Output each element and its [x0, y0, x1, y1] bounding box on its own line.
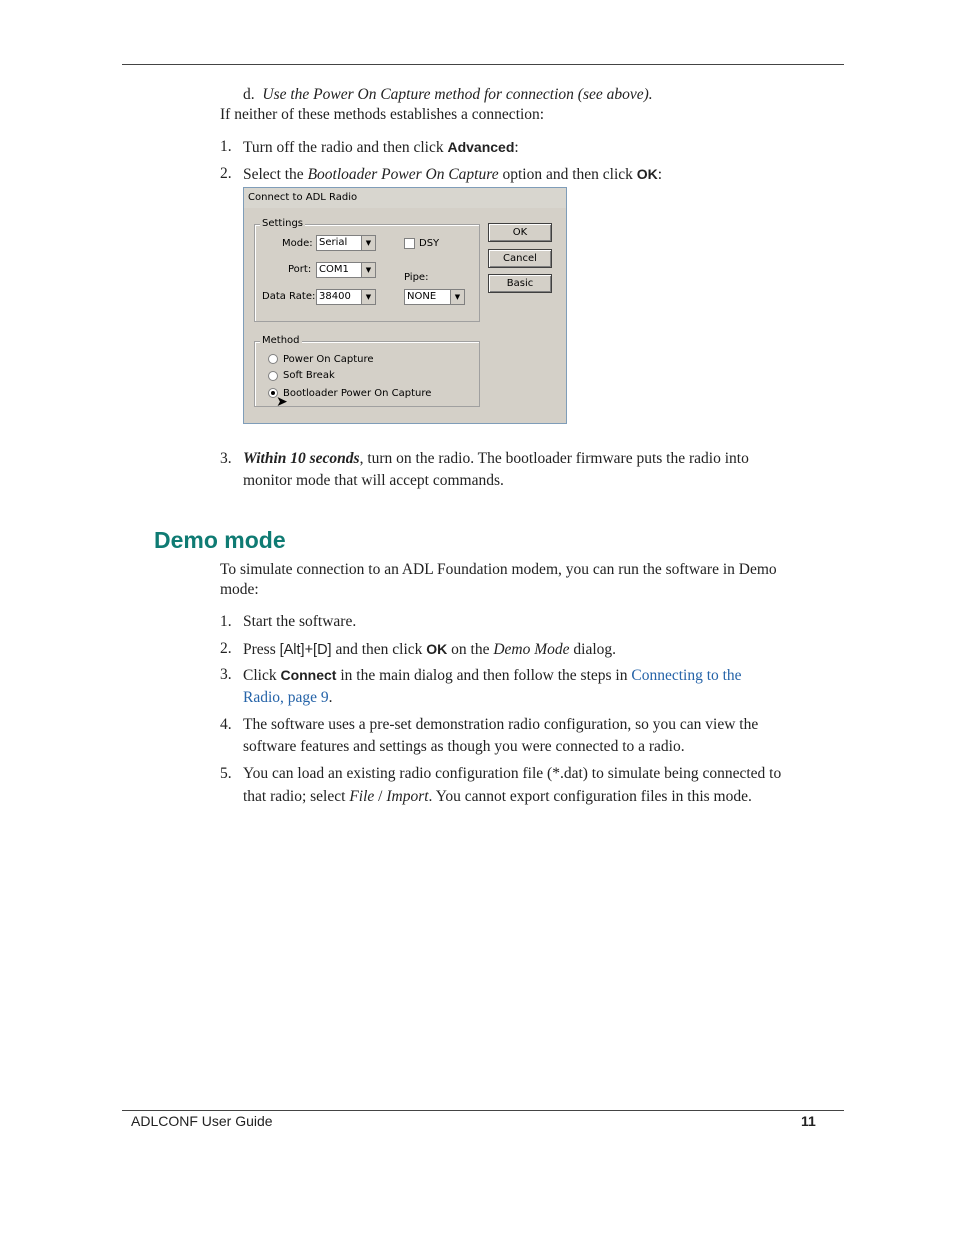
cancel-button[interactable]: Cancel	[488, 249, 552, 268]
chevron-down-icon: ▼	[361, 236, 375, 250]
soft-break-radio[interactable]	[268, 371, 278, 381]
power-on-label: Power On Capture	[283, 354, 374, 365]
section-title: Demo mode	[154, 527, 286, 553]
header-rule	[122, 64, 844, 65]
dsy-checkbox[interactable]	[404, 238, 415, 249]
step-text-line2: that radio; select File / Import. You cannot export configuration files in this mode.	[243, 788, 752, 805]
bootloader-label: Bootloader Power On Capture	[283, 388, 432, 399]
step-text: Select the Bootloader Power On Capture option and then click OK:	[243, 166, 663, 183]
port-label: Port:	[288, 264, 312, 275]
list-marker: d.	[243, 86, 255, 103]
connect-dialog-screenshot	[243, 187, 567, 424]
chevron-down-icon: ▼	[361, 290, 375, 304]
chevron-down-icon: ▼	[361, 263, 375, 277]
basic-button[interactable]: Basic	[488, 274, 552, 293]
step-text: The software uses a pre-set demonstration radio configuration, so you can view the	[243, 716, 759, 733]
method-label: Method	[262, 335, 300, 346]
connecting-link[interactable]: Connecting to the	[631, 667, 742, 684]
step-text-line2: software features and settings as though you were connected to a radio.	[243, 738, 685, 755]
soft-break-label: Soft Break	[283, 370, 335, 381]
step-number: 1.	[220, 138, 232, 155]
connecting-link-cont[interactable]: Radio, page 9	[243, 689, 329, 706]
step-text: Within 10 seconds, turn on the radio. The bootloader firmware puts the radio into	[243, 450, 749, 467]
mouse-cursor-icon: ➤	[276, 394, 288, 410]
step-text: Press [Alt]+[D] and then click OK on the Demo Mode dialog.	[243, 641, 617, 658]
footer-title: ADLCONF User Guide	[131, 1113, 273, 1129]
list-text: Use the Power On Capture method for connection (see above).	[262, 86, 653, 103]
pipe-label: Pipe:	[404, 272, 429, 283]
step-text: Turn off the radio and then click Advanced:	[243, 139, 519, 156]
step-number: 5.	[220, 765, 232, 782]
step-text: Start the software.	[243, 613, 357, 630]
demo-intro-line2: mode:	[220, 581, 259, 598]
rate-label: Data Rate:	[262, 291, 316, 302]
step-number: 3.	[220, 666, 232, 683]
mode-label: Mode:	[282, 238, 313, 249]
mode-select[interactable]: Serial ▼	[316, 235, 376, 251]
step-number: 1.	[220, 613, 232, 630]
step-number: 2.	[220, 165, 232, 182]
footer-rule	[122, 1110, 844, 1111]
intro-text: If neither of these methods establishes a connection:	[220, 106, 545, 123]
dsy-label: DSY	[419, 238, 440, 249]
step-number: 4.	[220, 716, 232, 733]
pipe-select[interactable]: NONE ▼	[404, 289, 465, 305]
step-number: 2.	[220, 640, 232, 657]
power-on-radio[interactable]	[268, 354, 278, 364]
page-number: 11	[801, 1113, 816, 1129]
step-text: You can load an existing radio configuration file (*.dat) to simulate being connected to	[243, 765, 782, 782]
step-text-line2: monitor mode that will accept commands.	[243, 472, 504, 489]
step-number: 3.	[220, 450, 232, 467]
settings-label: Settings	[262, 218, 304, 229]
port-select[interactable]: COM1 ▼	[316, 262, 376, 278]
dialog-title: Connect to ADL Radio	[244, 188, 566, 208]
chevron-down-icon: ▼	[450, 290, 464, 304]
rate-select[interactable]: 38400 ▼	[316, 289, 376, 305]
demo-intro-line1: To simulate connection to an ADL Foundation modem, you can run the software in Demo	[220, 561, 777, 578]
ok-button[interactable]: OK	[488, 223, 552, 242]
step-text-line2: Radio, page 9.	[243, 689, 333, 706]
list-item-d	[243, 84, 653, 106]
step-text: Click Connect in the main dialog and then follow the steps in Connecting to the	[243, 667, 742, 684]
